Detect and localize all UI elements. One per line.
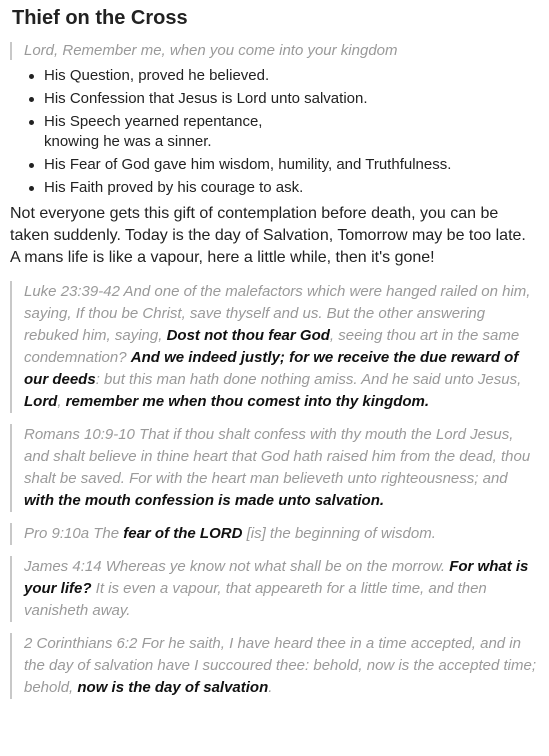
quote-text: Pro 9:10a The: [24, 525, 124, 542]
list-item-text: His Faith proved by his courage to ask.: [44, 179, 304, 196]
body-paragraph: Not everyone gets this gift of contemplation before death, you can be taken suddenly. Today is the day of Salvation, Tomorrow may be too late. A mans life is like a vapour, here a little while, then it's gone!: [10, 205, 526, 266]
bullet-list: [10, 66, 539, 198]
post-title: Thief on the Cross: [12, 7, 188, 29]
quote-emphasis: remember me when thou comest into thy kingdom.: [65, 393, 430, 410]
quote-emphasis: Lord: [24, 393, 58, 410]
quote-emphasis: For what is your life?: [24, 558, 529, 597]
quote-text: : but this man hath done nothing amiss. And he said unto Jesus,: [95, 371, 522, 388]
quote-text: ,: [57, 393, 66, 410]
list-item-text-continued: knowing he was a sinner.: [44, 133, 212, 150]
quote-text: .: [268, 679, 273, 696]
epigraph-quote: [10, 42, 539, 60]
quote-text: James 4:14 Whereas ye know not what shall be on the morrow.: [24, 558, 450, 575]
quote-text: It is even a vapour, that appeareth for a little time, and then vanisheth away.: [24, 580, 487, 619]
quote-text: [is] the beginning of wisdom.: [242, 525, 436, 542]
list-item: [44, 112, 539, 152]
quote-emphasis: with the mouth confession is made unto salvation.: [24, 492, 385, 509]
list-item-text: His Speech yearned repentance,: [44, 113, 263, 130]
quote-emphasis: now is the day of salvation: [77, 679, 269, 696]
quote-emphasis: Dost not thou fear God: [166, 327, 330, 344]
scripture-quote-luke: [10, 281, 539, 413]
list-item-text: His Fear of God gave him wisdom, humility, and Truthfulness.: [44, 156, 452, 173]
list-item: [44, 155, 539, 175]
scripture-quote-romans: [10, 424, 539, 512]
list-item: [44, 89, 539, 109]
scripture-quote-james: [10, 556, 539, 622]
quote-text: Romans 10:9-10 That if thou shalt confess with thy mouth the Lord Jesus, and shalt believe in thine heart that God hath raised him from the dead, thou shalt be saved. For with the heart man believeth unto righteousness; and: [24, 426, 531, 487]
quote-emphasis: And we indeed justly; for we receive the due reward of our deeds: [24, 349, 519, 388]
epigraph-text: Lord, Remember me, when you come into your kingdom: [24, 42, 398, 59]
quote-emphasis: fear of the LORD: [123, 525, 243, 542]
quote-text: , seeing thou art in the same condemnation?: [24, 327, 520, 366]
list-item-text: His Question, proved he believed.: [44, 67, 270, 84]
list-item: [44, 66, 539, 86]
scripture-quote-corinthians: [10, 633, 539, 699]
list-item-text: His Confession that Jesus is Lord unto salvation.: [44, 90, 368, 107]
quote-text: Luke 23:39-42 And one of the malefactors which were hanged railed on him, saying, If thou be Christ, save thyself and us. But the other answering rebuked him, saying,: [24, 283, 531, 344]
quote-text: 2 Corinthians 6:2 For he saith, I have heard thee in a time accepted, and in the day of salvation have I succoured thee: behold, now is the accepted time; behold,: [24, 635, 536, 696]
list-item: [44, 178, 539, 198]
scripture-quote-proverbs: [10, 523, 539, 545]
